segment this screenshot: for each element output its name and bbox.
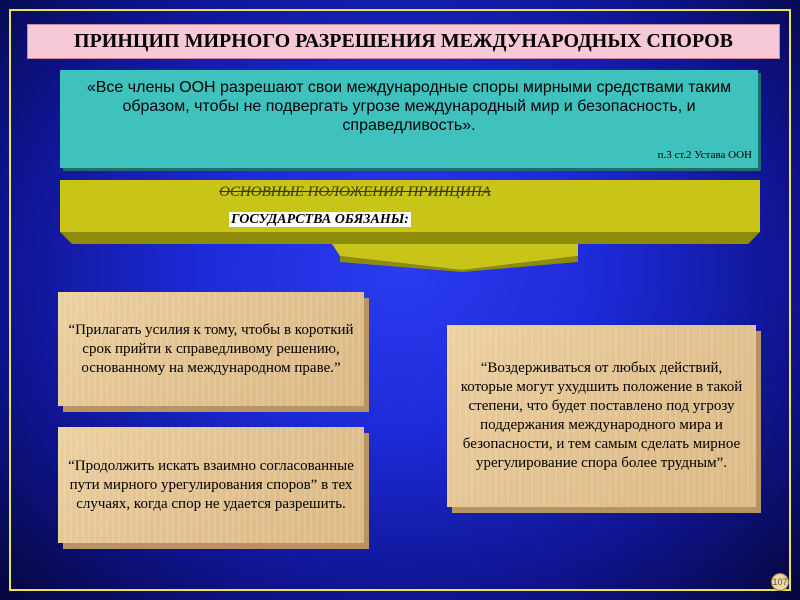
obligation-card-3 [447, 325, 756, 507]
quote-panel [60, 70, 758, 168]
slide-title: ПРИНЦИП МИРНОГО РАЗРЕШЕНИЯ МЕЖДУНАРОДНЫХ СПОРОВ [27, 24, 780, 59]
obligation-text-1: “Прилагать усилия к тому, чтобы в короткий срок прийти к справедливому решению, основанному на международном праве.” [68, 321, 354, 376]
charter-quote: «Все члены ООН разрешают свои международные споры мирными средствами таким образом, чтобы не подвергать угрозе международный мир и безопасность, и справедливость». [86, 79, 732, 134]
obligation-card-2 [58, 427, 364, 543]
principles-heading: ОСНОВНЫЕ ПОЛОЖЕНИЯ ПРИНЦИПА [219, 184, 491, 200]
obligation-text-2: “Продолжить искать взаимно согласованные пути мирного урегулирования споров” в тех случаях, когда спор не удается разрешить. [68, 457, 354, 512]
obligation-text-3: “Воздерживаться от любых действий, которые могут ухудшить положение в такой степени, что будет поставлено под угрозу поддержания международного мира и безопасности, и тем самым сделать мирное урегулирование спора более трудным”. [460, 360, 743, 471]
page-number-badge: 107 [771, 573, 789, 591]
principles-subheading-text: ГОСУДАРСТВА ОБЯЗАНЫ: [231, 212, 409, 227]
principles-subheading [60, 212, 580, 228]
banner-bottom-bevel [60, 232, 760, 244]
quote-source: п.3 ст.2 Устава ООН [657, 149, 752, 161]
obligation-card-1 [58, 292, 364, 406]
banner-arrow-tab [332, 244, 578, 270]
